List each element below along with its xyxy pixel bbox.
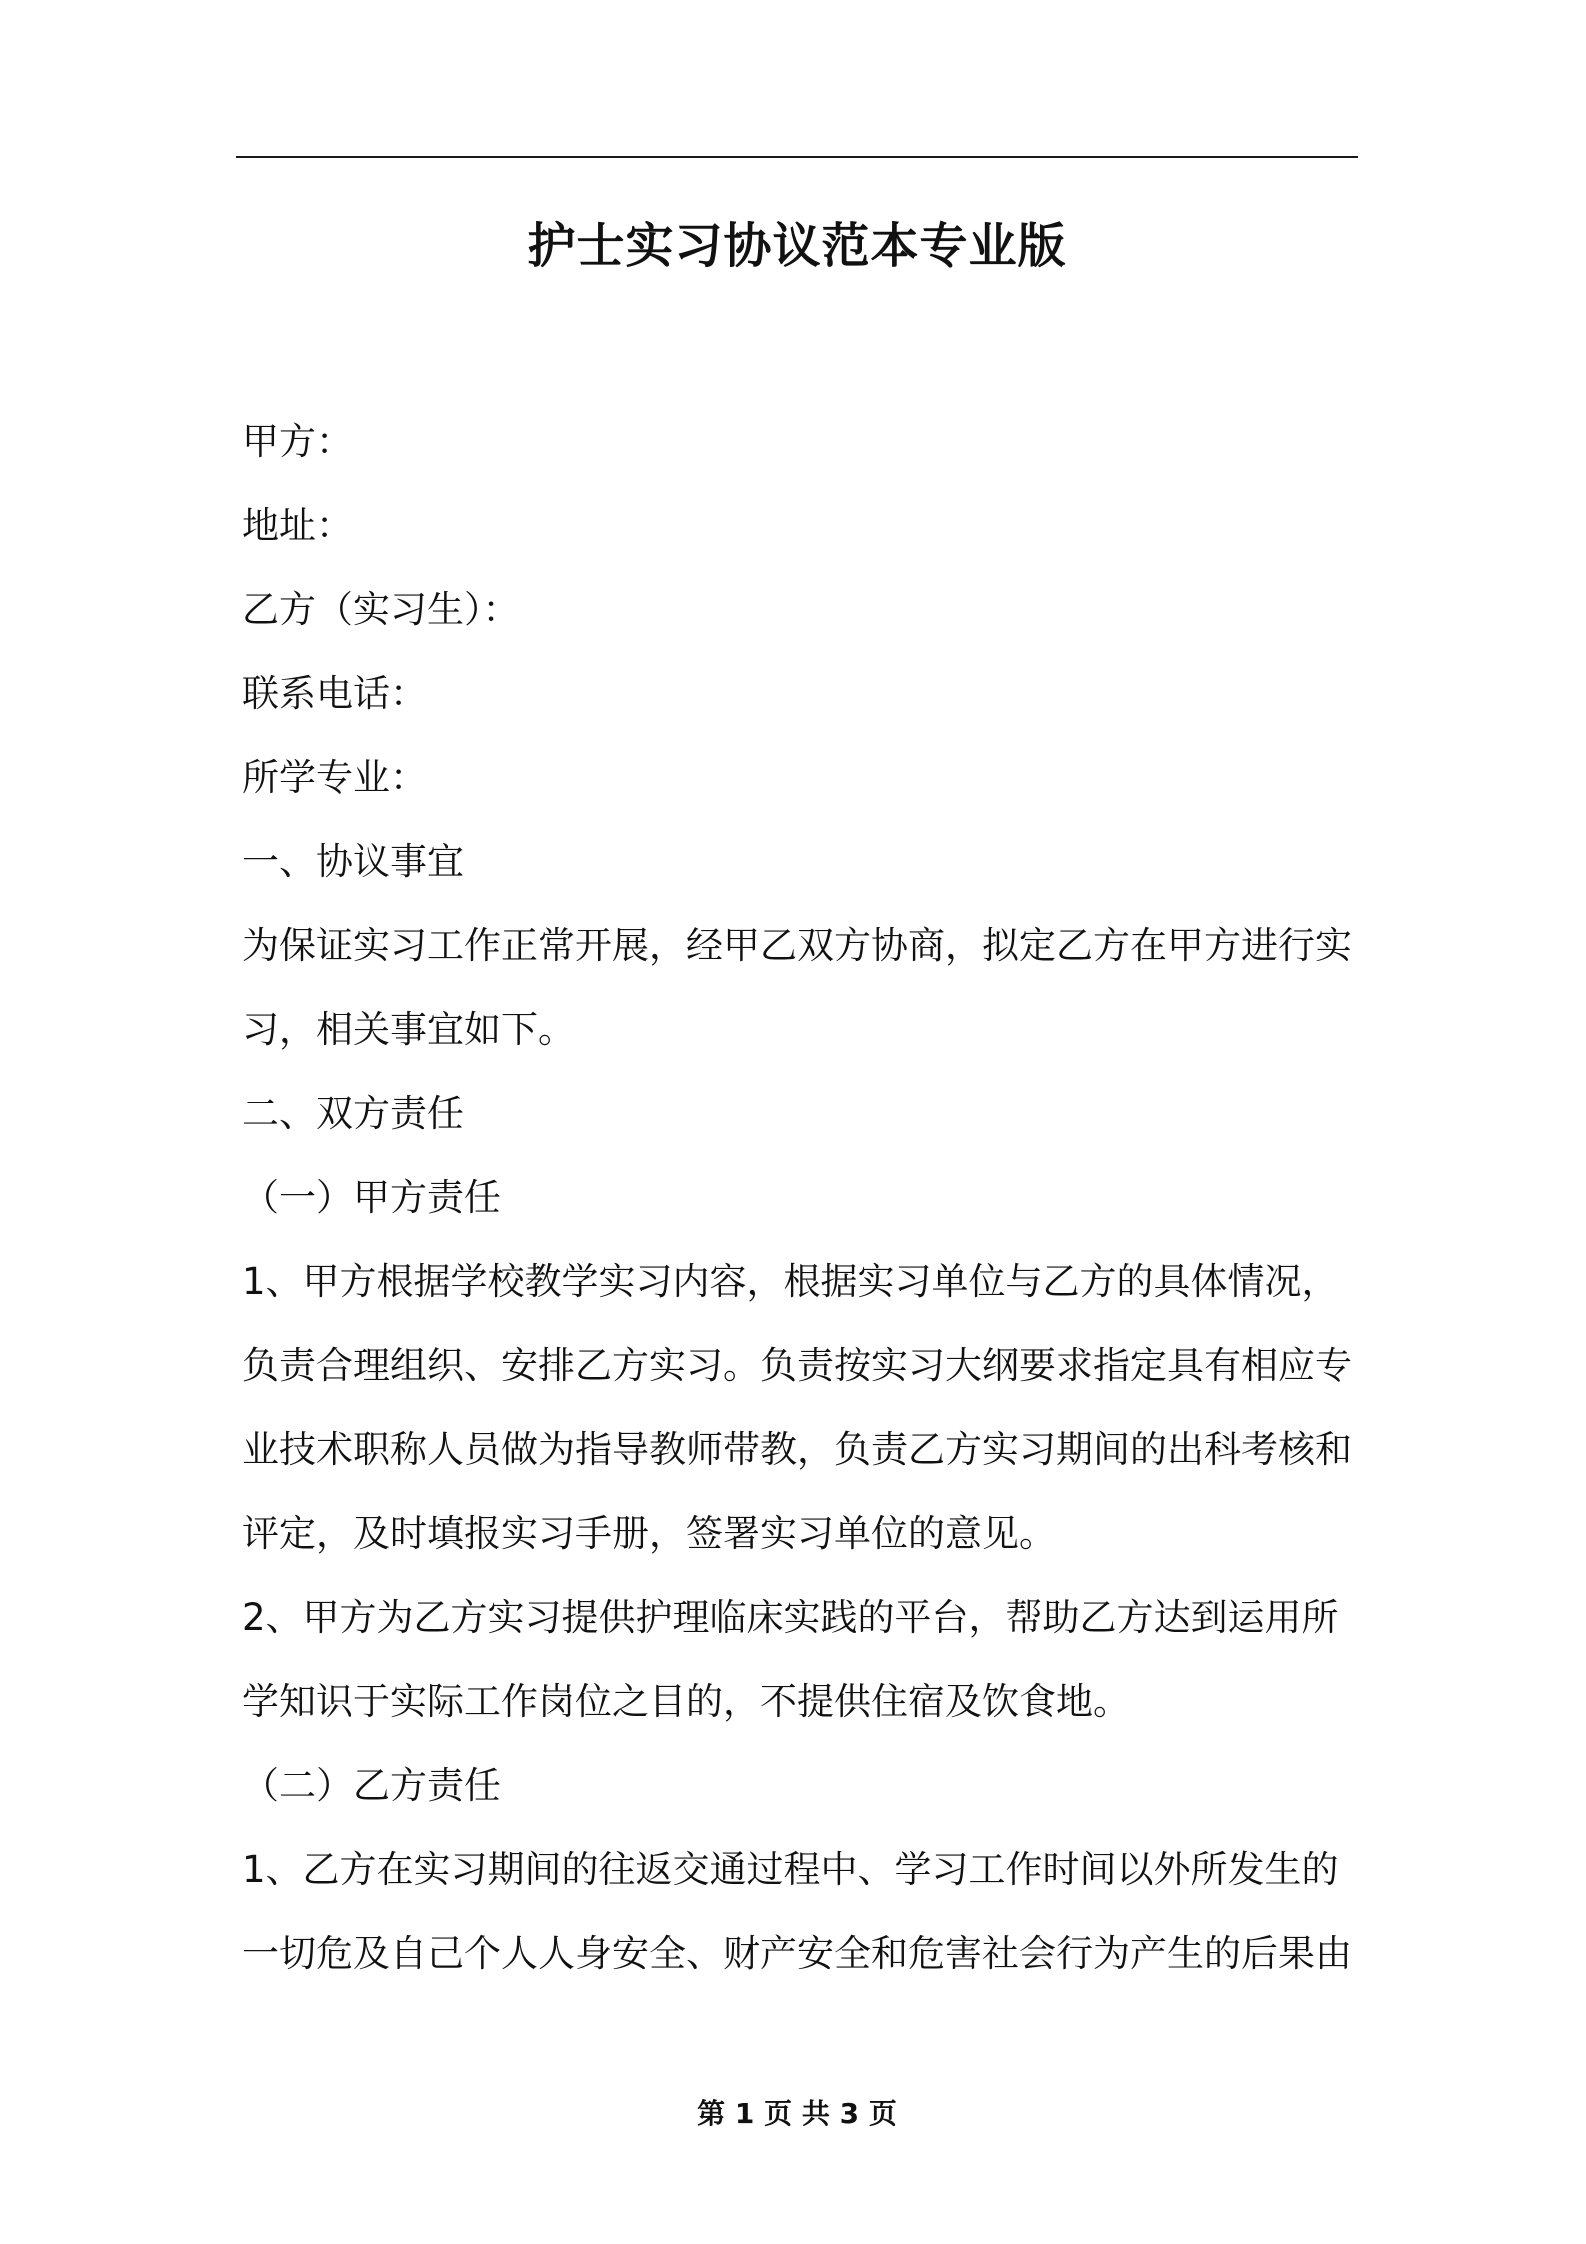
page-number: 第 1 页 共 3 页	[697, 2097, 897, 2130]
header-rule	[236, 156, 1358, 158]
field-party-b: 乙方（实习生）：	[242, 588, 520, 631]
field-phone: 联系电话：	[242, 672, 427, 715]
paragraph-line: 1、甲方根据学校教学实习内容，根据实习单位与乙方的具体情况，	[242, 1260, 1339, 1303]
paragraph-line: 习，相关事宜如下。	[242, 1008, 575, 1051]
field-address: 地址：	[242, 504, 353, 547]
paragraph-line: 2、甲方为乙方实习提供护理临床实践的平台，帮助乙方达到运用所	[242, 1596, 1339, 1639]
field-major: 所学专业：	[242, 756, 427, 799]
paragraph-line: 学知识于实际工作岗位之目的，不提供住宿及饮食地。	[242, 1680, 1130, 1723]
document-title: 护士实习协议范本专业版	[527, 218, 1067, 274]
section-heading-2: 二、双方责任	[242, 1092, 464, 1135]
paragraph-line: 为保证实习工作正常开展，经甲乙双方协商，拟定乙方在甲方进行实	[242, 924, 1352, 967]
section-heading-1: 一、协议事宜	[242, 840, 464, 883]
paragraph-line: 业技术职称人员做为指导教师带教，负责乙方实习期间的出科考核和	[242, 1428, 1352, 1471]
paragraph-line: 一切危及自己个人人身安全、财产安全和危害社会行为产生的后果由	[242, 1932, 1352, 1975]
paragraph-line: 评定，及时填报实习手册，签署实习单位的意见。	[242, 1512, 1056, 1555]
document-body	[242, 400, 1360, 1996]
paragraph-line: 负责合理组织、安排乙方实习。负责按实习大纲要求指定具有相应专	[242, 1344, 1352, 1387]
subsection-heading-party-a: （一）甲方责任	[242, 1176, 501, 1219]
subsection-heading-party-b: （二）乙方责任	[242, 1764, 501, 1807]
field-party-a: 甲方：	[242, 420, 353, 463]
paragraph-line: 1、乙方在实习期间的往返交通过程中、学习工作时间以外所发生的	[242, 1848, 1339, 1891]
